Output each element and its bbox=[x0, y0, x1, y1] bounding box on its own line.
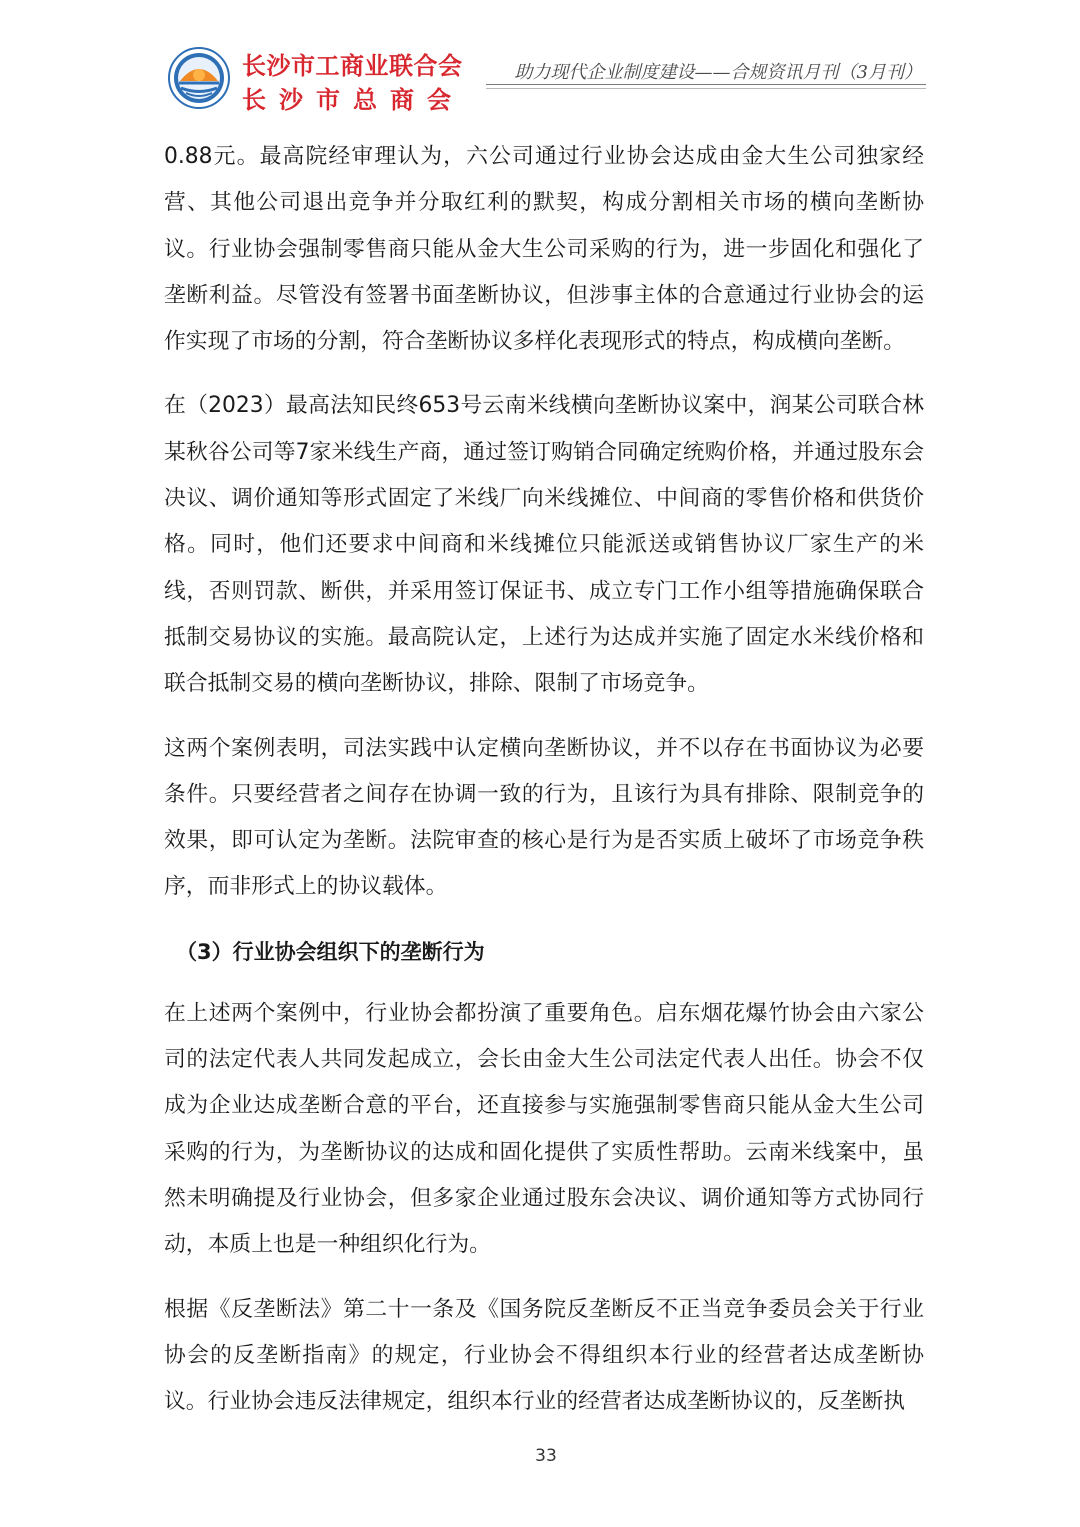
body-paragraph: 在（2023）最高法知民终653号云南米线横向垄断协议案中，润某公司联合林某秋谷公司等7家米线生产商，通过签订购销合同确定统购价格，并通过股东会决议、调价通知等形式固定了米线厂向米线摊位、中间商的零售价格和供货价格。同时，他们还要求中间商和米线摊位只能派送或销售协议厂家生产的米线，否则罚款、断供，并采用签订保证书、成立专门工作小组等措施确保联合抵制交易协议的实施。最高院认定，上述行为达成并实施了固定水米线价格和联合抵制交易的横向垄断协议，排除、限制了市场竞争。 bbox=[164, 393, 924, 697]
header-divider bbox=[486, 84, 926, 85]
org-name-primary: 长沙市工商业联合会 bbox=[242, 52, 463, 80]
chamber-logo-icon bbox=[168, 47, 230, 109]
page-header bbox=[0, 0, 1080, 120]
page-number: 33 bbox=[535, 1446, 557, 1466]
body-paragraph: 0.88元。最高院经审理认为，六公司通过行业协会达成由金大生公司独家经营、其他公司退出竞争并分取红利的默契，构成分割相关市场的横向垄断协议。行业协会强制零售商只能从金大生公司采购的行为，进一步固化和强化了垄断利益。尽管没有签署书面垄断协议，但涉事主体的合意通过行业协会的运作实现了市场的分割，符合垄断协议多样化表现形式的特点，构成横向垄断。 bbox=[164, 144, 924, 355]
publication-tagline: 助力现代企业制度建设——合规资讯月刊（3月刊） bbox=[514, 62, 922, 83]
body-paragraph: 在上述两个案例中，行业协会都扮演了重要角色。启东烟花爆竹协会由六家公司的法定代表人共同发起成立，会长由金大生公司法定代表人出任。协会不仅成为企业达成垄断合意的平台，还直接参与实施强制零售商只能从金大生公司采购的行为，为垄断协议的达成和固化提供了实质性帮助。云南米线案中，虽然未明确提及行业协会，但多家企业通过股东会决议、调价通知等方式协同行动，本质上也是一种组织化行为。 bbox=[164, 1000, 924, 1258]
body-paragraph: 这两个案例表明，司法实践中认定横向垄断协议，并不以存在书面协议为必要条件。只要经营者之间存在协调一致的行为，且该行为具有排除、限制竞争的效果，即可认定为垄断。法院审查的核心是行为是否实质上破坏了市场竞争秩序，而非形式上的协议载体。 bbox=[164, 735, 924, 900]
org-name-secondary: 长沙市总商会 bbox=[242, 86, 464, 114]
section-heading: （3）行业协会组织下的垄断行为 bbox=[176, 939, 485, 964]
header-divider-thin bbox=[486, 88, 926, 89]
body-paragraph: 根据《反垄断法》第二十一条及《国务院反垄断反不正当竞争委员会关于行业协会的反垄断指南》的规定，行业协会不得组织本行业的经营者达成垄断协议。行业协会违反法律规定，组织本行业的经营者达成垄断协议的，反垄断执 bbox=[164, 1296, 924, 1415]
article-body bbox=[164, 134, 924, 1443]
